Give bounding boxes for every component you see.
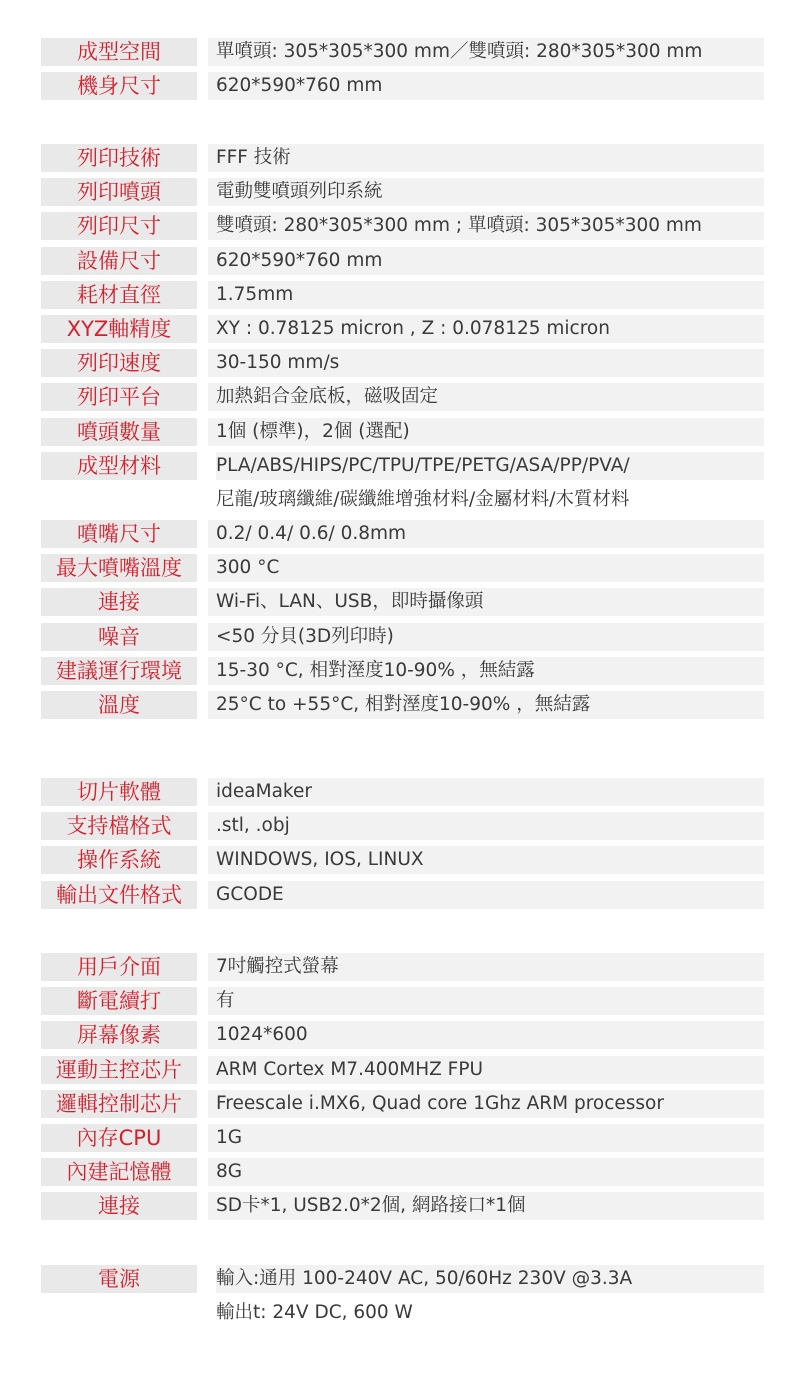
spec-label: 切片軟體 <box>41 778 197 806</box>
spec-value: FFF 技術 <box>208 144 764 172</box>
spec-label: 操作系統 <box>41 846 197 874</box>
spec-value: 1G <box>208 1124 764 1152</box>
spec-label: 連接 <box>41 1192 197 1220</box>
spec-label: 噴頭數量 <box>41 418 197 446</box>
spec-value: 雙噴頭: 280*305*300 mm ; 單噴頭: 305*305*300 mm <box>208 212 764 240</box>
spec-group-hardware <box>0 950 800 1224</box>
spec-label: 機身尺寸 <box>41 72 197 100</box>
spec-label: 運動主控芯片 <box>41 1056 197 1084</box>
spec-value: 7吋觸控式螢幕 <box>208 953 764 981</box>
spec-label: 噴嘴尺寸 <box>41 520 197 548</box>
spec-label: 建議運行環境 <box>41 657 197 685</box>
spec-value: 8G <box>208 1158 764 1186</box>
spec-row <box>0 688 800 722</box>
spec-row <box>0 1155 800 1189</box>
spec-label: 列印尺寸 <box>41 212 197 240</box>
spec-label: 內建記憶體 <box>41 1158 197 1186</box>
spec-value: XY : 0.78125 micron , Z : 0.078125 micron <box>208 315 764 343</box>
spec-label: 耗材直徑 <box>41 281 197 309</box>
spec-row <box>0 69 800 103</box>
spec-label: XYZ軸精度 <box>41 315 197 343</box>
spec-group-build <box>0 35 800 103</box>
spec-row <box>0 809 800 843</box>
spec-row <box>0 1053 800 1087</box>
spec-label: 列印平台 <box>41 383 197 411</box>
spec-row <box>0 209 800 243</box>
spec-label: 電源 <box>41 1265 197 1293</box>
spec-group-power <box>0 1262 800 1330</box>
spec-label: 用戶介面 <box>41 953 197 981</box>
spec-row <box>0 1087 800 1121</box>
spec-row <box>0 312 800 346</box>
spec-label: 最大噴嘴溫度 <box>41 554 197 582</box>
spec-row <box>0 654 800 688</box>
spec-value-line: PLA/ABS/HIPS/PC/TPU/TPE/PETG/ASA/PP/PVA/ <box>216 452 764 480</box>
spec-value: ARM Cortex M7.400MHZ FPU <box>208 1056 764 1084</box>
spec-label: 列印技術 <box>41 144 197 172</box>
spec-label: 列印噴頭 <box>41 178 197 206</box>
spec-row <box>0 449 800 517</box>
spec-value: 620*590*760 mm <box>208 72 764 100</box>
spec-value: 15-30 °C, 相對溼度10-90% ，無結露 <box>208 657 764 685</box>
spec-value: 30-150 mm/s <box>208 349 764 377</box>
spec-label: 列印速度 <box>41 349 197 377</box>
spec-row <box>0 35 800 69</box>
spec-label: 輸出文件格式 <box>41 881 197 909</box>
spec-value: SD卡*1, USB2.0*2個, 網路接口*1個 <box>208 1192 764 1220</box>
spec-value-line: 輸出t: 24V DC, 600 W <box>216 1302 413 1324</box>
spec-label: 斷電續打 <box>41 987 197 1015</box>
spec-label: 成型空間 <box>41 38 197 66</box>
spec-value: 1.75mm <box>208 281 764 309</box>
spec-label: 成型材料 <box>41 452 197 480</box>
spec-value: <50 分貝(3D列印時) <box>208 623 764 651</box>
spec-value: .stl, .obj <box>208 812 764 840</box>
spec-label: 溫度 <box>41 691 197 719</box>
spec-row <box>0 551 800 585</box>
spec-value: Wi-Fi、LAN、USB，即時攝像頭 <box>208 588 764 616</box>
spec-group-software <box>0 775 800 912</box>
spec-row <box>0 620 800 654</box>
spec-group-printing <box>0 141 800 722</box>
spec-value: 300 °C <box>208 554 764 582</box>
spec-value: 620*590*760 mm <box>208 247 764 275</box>
spec-row <box>0 278 800 312</box>
spec-label: 邏輯控制芯片 <box>41 1090 197 1118</box>
spec-label: 連接 <box>41 588 197 616</box>
spec-label: 支持檔格式 <box>41 812 197 840</box>
spec-row <box>0 175 800 209</box>
spec-value <box>208 1265 764 1333</box>
spec-row <box>0 380 800 414</box>
spec-label: 內存CPU <box>41 1124 197 1152</box>
spec-label: 噪音 <box>41 623 197 651</box>
spec-row <box>0 950 800 984</box>
spec-value: 1個 (標準)，2個 (選配) <box>208 418 764 446</box>
spec-row <box>0 843 800 877</box>
spec-value: GCODE <box>208 881 764 909</box>
spec-value: WINDOWS, IOS, LINUX <box>208 846 764 874</box>
spec-row <box>0 346 800 380</box>
spec-value: 單噴頭: 305*305*300 mm／雙噴頭: 280*305*300 mm <box>208 38 764 66</box>
spec-label: 屏幕像素 <box>41 1021 197 1049</box>
spec-row <box>0 1018 800 1052</box>
spec-row <box>0 775 800 809</box>
spec-value: 25°C to +55°C, 相對溼度10-90% ，無結露 <box>208 691 764 719</box>
spec-row <box>0 141 800 175</box>
spec-row <box>0 585 800 619</box>
spec-row <box>0 517 800 551</box>
spec-value: 0.2/ 0.4/ 0.6/ 0.8mm <box>208 520 764 548</box>
spec-value: Freescale i.MX6, Quad core 1Ghz ARM processor <box>208 1090 764 1118</box>
spec-row <box>0 244 800 278</box>
spec-row <box>0 1262 800 1330</box>
spec-row <box>0 878 800 912</box>
spec-row <box>0 1189 800 1223</box>
spec-row <box>0 415 800 449</box>
spec-value: 加熱鋁合金底板，磁吸固定 <box>208 383 764 411</box>
spec-value: ideaMaker <box>208 778 764 806</box>
spec-value: 有 <box>208 987 764 1015</box>
spec-value: 1024*600 <box>208 1021 764 1049</box>
spec-row <box>0 1121 800 1155</box>
spec-value <box>208 452 764 520</box>
spec-label: 設備尺寸 <box>41 247 197 275</box>
spec-row <box>0 984 800 1018</box>
spec-value: 電動雙噴頭列印系統 <box>208 178 764 206</box>
spec-value-line: 尼龍/玻璃纖維/碳纖維增強材料/金屬材料/木質材料 <box>216 488 630 510</box>
spec-value-line: 輸入:通用 100-240V AC, 50/60Hz 230V @3.3A <box>216 1265 764 1293</box>
